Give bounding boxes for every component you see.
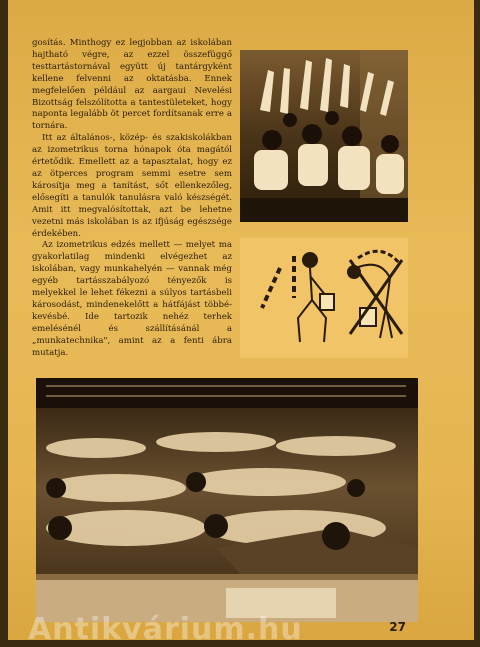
page-number: 27 xyxy=(389,620,406,634)
watermark-text: Antikvárium.hu xyxy=(28,612,303,647)
classroom-exercise-photo xyxy=(36,378,418,622)
article-paragraph: gosítás. Minthogy ez legjobban az iskolában hajtható végre, az ezzel összefüggő testtartástornával együtt új tantárgyként kellene felvenni az oktatásba. Ennek megfelelően például az aargaui Nevelési Bizottság felszólította a tantestületeket, hogy naponta legalább öt percet fordítsanak erre a tornára. xyxy=(32,38,232,132)
article-paragraph: Az izometrikus edzés mellett — melyet ma gyakorlatilag mindenki elvégezhet az iskolában, vagy munkahelyén — vannak még egyéb tartásszabályozó tényezők is melyekkel le lehet fékezni a súlyos tartásbeli károsodást, mindenekelőtt a hátfájást többé-kevésbé. Ide tartozik nehéz terhek emelésénél és szállításánál a „munkatechnika", amint az a fenti ábra mutatja. xyxy=(32,240,232,358)
students-arms-raised-photo xyxy=(240,50,408,222)
magazine-page xyxy=(8,0,474,647)
lifting-technique-diagram xyxy=(240,238,408,358)
article-paragraph: Itt az általános-, közép- és szakiskolákban az izometrikus torna hónapok óta magától értetődik. Emellett az a tapasztalat, hogy ez az ötperces program semmi esetre sem károsítja meg a tanítást, sőt ellenkezőleg, elősegíti a tanulók tanulásra való készségét. Amit itt megvalósítottak, azt be lehetne vezetni más iskolában is az ifjúság egészsége érdekében. xyxy=(32,133,232,239)
article-text-column xyxy=(32,38,232,359)
